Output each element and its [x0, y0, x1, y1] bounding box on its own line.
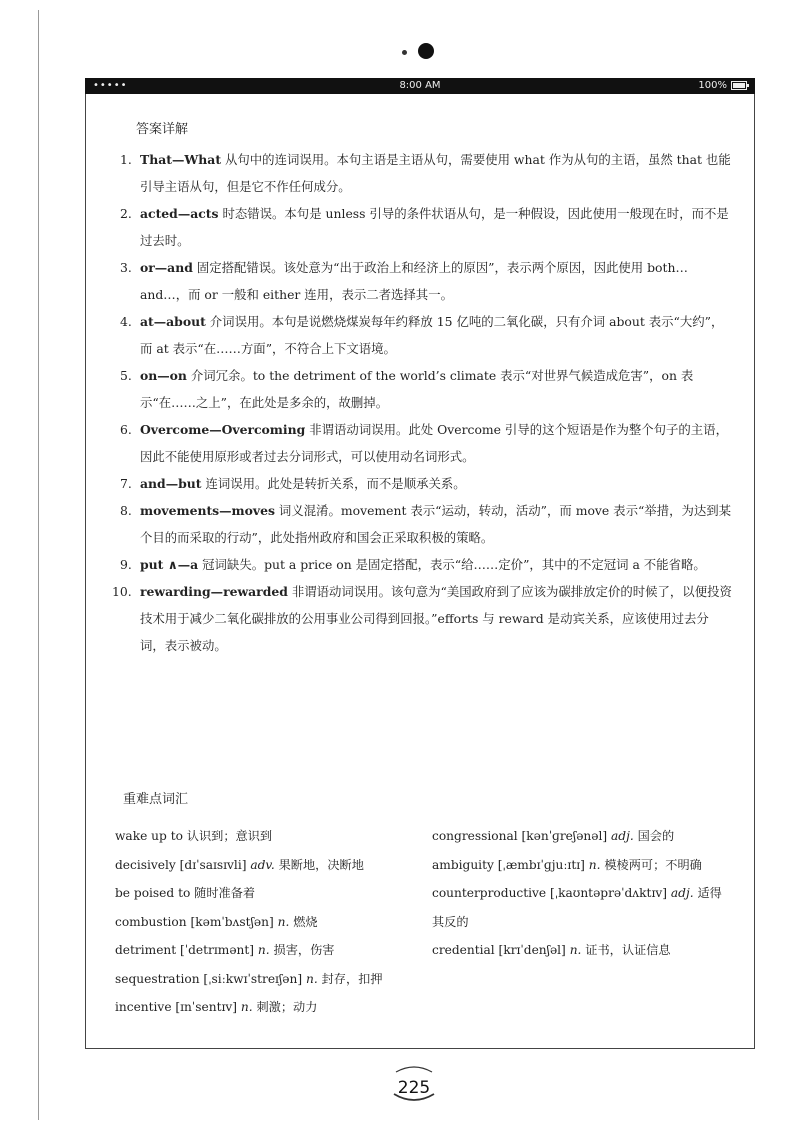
vocab-word: ambiguity: [432, 857, 494, 872]
item-number: 1.: [120, 152, 132, 167]
vocab-meaning: 燃烧: [289, 914, 318, 929]
vocab-phonetic: [kənˈɡreʃənəl]: [517, 829, 612, 843]
answer-item: [112, 200, 732, 254]
vocab-word: be poised to: [115, 886, 191, 900]
vocab-phonetic: [krɪˈdenʃəl]: [494, 943, 570, 957]
answer-item: [112, 146, 732, 200]
vocab-meaning: 证书，认证信息: [581, 943, 671, 957]
vocab-phonetic: [ˌsiːkwɪˈstreɪʃən]: [199, 971, 306, 986]
vocab-pos: n.: [569, 943, 582, 957]
answer-item: [112, 578, 732, 659]
vocab-phonetic: [ɪnˈsentɪv]: [171, 1000, 241, 1014]
item-text: 词义混淆。movement 表示“运动，转动，活动”，而 move 表示“举措，为达到某个目的而采取的行动”，此处指州政府和国会正采取积极的策略。: [140, 503, 732, 545]
vocab-column-left: [115, 822, 420, 1022]
vocab-pos: n.: [588, 857, 601, 872]
small-dot-icon: [402, 50, 407, 55]
battery-status: [698, 80, 747, 91]
item-number: 7.: [120, 476, 132, 491]
vocab-phonetic: [ˌkaʊntəprəˈdʌktɪv]: [546, 886, 671, 900]
item-text: 冠词缺失。put a price on 是固定搭配，表示“给……定价”，其中的不定冠词 a 不能省略。: [198, 557, 706, 572]
vocab-phonetic: [ˈdetrɪmənt]: [176, 943, 258, 957]
vocab-word: combustion: [115, 914, 187, 929]
vocab-meaning: 随时准备着: [190, 886, 256, 900]
vocab-word: congressional: [432, 829, 518, 843]
item-number: 5.: [120, 368, 132, 383]
vocab-meaning: 模棱两可；不明确: [600, 857, 702, 872]
vocab-meaning: 认识到；意识到: [182, 829, 273, 843]
margin-line: [38, 10, 39, 1120]
item-text: 时态错误。本句是 unless 引导的条件状语从句，是一种假设，因此使用一般现在时，而不是过去时。: [140, 206, 729, 248]
item-number: 3.: [120, 260, 132, 275]
answer-item: [112, 551, 732, 578]
vocab-meaning: 国会的: [633, 829, 675, 843]
vocab-entry: [115, 879, 420, 908]
item-keyword: or—and: [140, 260, 193, 275]
vocab-meaning: 损害，伤害: [269, 943, 335, 957]
status-time: 8:00 AM: [399, 80, 441, 91]
item-text: 介词误用。本句是说燃烧煤炭每年约释放 15 亿吨的二氧化碳，只有介词 about 表示“大约”，而 at 表示“在……方面”，不符合上下文语境。: [140, 314, 724, 356]
item-keyword: on—on: [140, 368, 187, 383]
item-keyword: rewarding—rewarded: [140, 584, 288, 599]
vocab-entry: [115, 908, 420, 937]
answer-item: [112, 470, 732, 497]
vocab-pos: adj.: [670, 886, 694, 900]
vocab-phonetic: [kəmˈbʌstʃən]: [186, 914, 278, 929]
item-number: 2.: [120, 206, 132, 221]
answer-list: [112, 146, 732, 659]
item-text: 非谓语动词误用。该句意为“美国政府到了应该为碳排放定价的时候了，以便投资技术用于减少二氧化碳排放的公用事业公司得到回报。”efforts 与 reward 是动宾关系，应该使用过去分词，表示被动。: [140, 584, 732, 653]
vocab-pos: adj.: [611, 829, 634, 843]
item-text: 固定搭配错误。该处意为“出于政治上和经济上的原因”，表示两个原因，因此使用 both…and…，而 or 一般和 either 连用，表示二者选择其一。: [140, 260, 688, 302]
item-keyword: That—What: [140, 152, 222, 167]
vocab-meaning: 刺激；动力: [252, 1000, 318, 1014]
vocab-phonetic: [dɪˈsaɪsɪvli]: [175, 857, 251, 872]
item-keyword: and—but: [140, 476, 202, 491]
item-text: 连词误用。此处是转折关系，而不是顺承关系。: [201, 476, 466, 491]
vocab-phonetic: [ˌæmbɪˈɡjuːɪtɪ]: [493, 857, 589, 872]
vocab-meaning: 适得其反的: [432, 886, 722, 929]
page-number-badge: [388, 1060, 440, 1106]
answer-item: [112, 416, 732, 470]
signal-indicator: •••••: [93, 80, 128, 91]
vocab-pos: n.: [277, 914, 290, 929]
vocab-entry: [432, 936, 724, 965]
vocab-word: credential: [432, 943, 495, 957]
answer-item: [112, 497, 732, 551]
answer-item: [112, 254, 732, 308]
vocab-word: counterproductive: [432, 886, 547, 900]
vocab-word: incentive: [115, 1000, 172, 1014]
vocab-word: detriment: [115, 943, 177, 957]
item-keyword: acted—acts: [140, 206, 219, 221]
vocab-entry: [115, 993, 420, 1022]
vocab-entry: [115, 936, 420, 965]
item-text: 介词冗余。to the detriment of the world’s climate 表示“对世界气候造成危害”，on 表示“在……之上”，在此处是多余的，故删掉。: [140, 368, 694, 410]
item-number: 10.: [112, 584, 132, 599]
item-keyword: put ∧—a: [140, 557, 199, 572]
answer-item: [112, 362, 732, 416]
item-keyword: Overcome—Overcoming: [140, 422, 306, 437]
vocab-pos: n.: [257, 943, 270, 957]
vocab-entry: [115, 965, 420, 994]
vocab-word: sequestration: [115, 971, 200, 986]
vocab-heading: 重难点词汇: [123, 792, 189, 807]
vocab-pos: n.: [240, 1000, 253, 1014]
item-number: 9.: [120, 557, 132, 572]
vocab-meaning: 封存，扣押: [317, 971, 383, 986]
item-number: 6.: [120, 422, 132, 437]
vocab-pos: adv.: [250, 857, 275, 872]
large-dot-icon: [418, 43, 434, 59]
item-keyword: at—about: [140, 314, 206, 329]
page-number: 225: [397, 1078, 431, 1098]
vocab-entry: [432, 879, 724, 936]
item-number: 8.: [120, 503, 132, 518]
item-text: 从句中的连词误用。本句主语是主语从句，需要使用 what 作为从句的主语，虽然 that 也能引导主语从句，但是它不作任何成分。: [140, 152, 731, 194]
item-keyword: movements—moves: [140, 503, 275, 518]
vocab-word: wake up to: [115, 829, 183, 843]
answer-item: [112, 308, 732, 362]
status-bar: [85, 78, 755, 94]
answers-heading: 答案详解: [136, 122, 189, 137]
vocab-pos: n.: [305, 971, 318, 986]
vocab-word: decisively: [115, 857, 176, 872]
vocab-column-right: [432, 822, 724, 965]
battery-percent: 100%: [698, 80, 727, 91]
vocab-entry: [432, 851, 724, 880]
vocab-meaning: 果断地，决断地: [274, 857, 364, 872]
vocab-entry: [432, 822, 724, 851]
vocab-entry: [115, 851, 420, 880]
battery-icon: [731, 81, 747, 90]
item-text: 非谓语动词误用。此处 Overcome 引导的这个短语是作为整个句子的主语，因此不能使用原形或者过去分词形式，可以使用动名词形式。: [140, 422, 728, 464]
item-number: 4.: [120, 314, 132, 329]
vocab-entry: [115, 822, 420, 851]
